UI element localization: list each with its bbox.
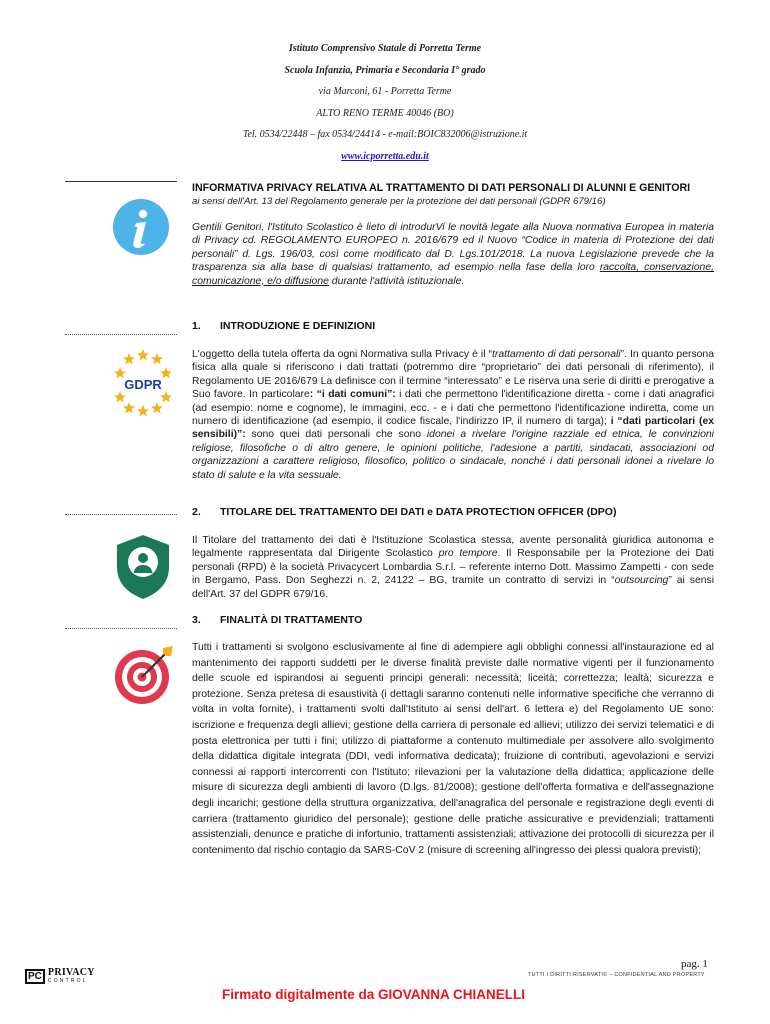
logo-text-privacy: PRIVACY: [47, 967, 95, 978]
target-icon: [113, 644, 175, 706]
section-text: L'oggetto della tutela offerta da ogni Normativa sulla Privacy è il “: [192, 349, 493, 360]
divider-line: [65, 334, 177, 335]
section-text-italic: idonei a rivelare l'origine razziale ed etnica, le convinzioni religiose, filosofiche o di altro genere, le opinioni politiche, l'adesione a partiti, sindacati, associazioni od organizzazioni a carattere religioso, filosofico, politico o sindacale, nonché i dati personali idonei a rivelare lo stato di salute e la vita sessuale.: [192, 429, 714, 481]
page-number: pag. 1: [681, 958, 708, 970]
section-text-italic: trattamento di dati personali: [492, 349, 621, 360]
gdpr-icon: [113, 347, 173, 417]
section-3-paragraph: Tutti i trattamenti si svolgono esclusivamente al fine di adempiere agli obblighi connessi all'instaurazione ed al mantenimento dei rapporti suddetti per le diverse finalità previste dalle normative vigenti per il funzionamento delle scuole ed ispirandosi ai seguenti principi generali: necessità; liceità; correttezza; lealtà; sicurezza e protezione. Senza pretesa di esaustività (i dettagli saranno contenuti nelle informative specifiche che verranno di volta in volta fornite), i trattamenti svolti dall'Istituto ai sensi dell'art. 6 lettera e) del Regolamento UE sono: iscrizione e frequenza degli allievi; gestione della carriera di personale ed allievi; utilizzo dei servizi telematici e di posta elettronica per tutti i fini; utilizzo di piattaforme a contenuto multimediale per assolvere allo svolgimento della didattica digitale integrata (DDI, vedi informativa dedicata); fruizione di contributi, agevolazioni e servizi connessi ai rapporti intercorrenti con l'Istituto; rilevazioni per la valutazione della didattica; applicazione delle misure di sicurezza degli ambienti di lavoro (D.lgs. 81/2008); gestione dell'offerta formativa e dell'assegnazione degli incarichi; gestione della struttura organizzativa, dell'anagrafica del personale e registrazione degli eventi di carriera (trattamento giuridico del personale); gestione delle pratiche assicurative e previdenziali; trattamenti assistenziali, denunce e pratiche di infortunio, trattamenti assistenziali; attivazione dei protocolli di sicurezza per il contenimento dal rischio contagio da SARS-CoV 2 (misure di screening all'ingresso dei plessi qualora previsti);: [192, 642, 714, 856]
section-text: ” ai sensi dell'Art. 37 del GDPR 679/16.: [192, 575, 714, 600]
intro-paragraph: [192, 221, 714, 288]
section-number: 1.: [192, 320, 201, 332]
document-title: INFORMATIVA PRIVACY RELATIVA AL TRATTAMENTO DI DATI PERSONALI DI ALUNNI E GENITORI: [192, 182, 691, 194]
section-number: 3.: [192, 614, 201, 626]
info-icon: [112, 198, 170, 256]
section-text: . Il Responsabile per la Protezione dei Dati personali (RPD) è la società Privacycert Lombardia S.r.l. – referente interno Dott. Massimo Zampetti - con sede in Bergamo, Pass. Don Seghezzi n. 2, 24122 – BG, tramite un contratto di servizi in “: [192, 548, 714, 587]
intro-underlined-text: raccolta, conservazione, comunicazione, e/o diffusione: [192, 262, 714, 287]
section-text-bold: i “dati particolari (ex sensibili)”:: [192, 416, 715, 441]
section-2-paragraph: [192, 534, 714, 601]
intro-text-end: durante l'attività istituzionale.: [328, 275, 465, 287]
shield-user-icon: [114, 533, 172, 601]
section-text: sono quei dati personali che sono: [245, 429, 427, 441]
section-text-italic: outsourcing: [614, 575, 669, 587]
privacy-control-logo: [25, 968, 95, 985]
document-subtitle: ai sensi dell'Art. 13 del Regolamento generale per la protezione dei dati personali (GDPR 679/16): [192, 196, 606, 207]
section-2-heading: [192, 506, 616, 518]
section-text: Il Titolare del trattamento dei dati è l'Istituzione Scolastica stessa, avente personalità giuridica autonoma e legalmente rappresentata dal Dirigente Scolastico: [192, 535, 714, 560]
intro-text: Gentili Genitori, l'Istituto Scolastico è lieto di introdurVi le novità legate alla Nuova normativa Europea in materia di Privacy cd. REGOLAMENTO EUROPEO n. 2016/679 ed il Nuovo “Codice in materia di Protezione dei dati personali” d. Lgs. 196/03, così come modificato dal D. Lgs.101/2018. La nuova Legislazione prevede che la trasparenza sia alla base di qualsiasi trattamento, ad esempio nella fase della loro: [192, 222, 714, 274]
section-1-heading: [192, 320, 375, 332]
section-number: 2.: [192, 506, 201, 518]
divider-line: [65, 514, 177, 515]
section-1-paragraph: [192, 348, 714, 482]
school-address: via Marconi, 61 - Porretta Terme: [318, 86, 452, 97]
logo-mark: PC: [25, 969, 45, 984]
section-text-italic: pro tempore: [438, 548, 498, 560]
school-contacts: Tel. 0534/22448 – fax 0534/24414 - e-mail:BOIC832006@istruzione.it: [242, 129, 528, 140]
logo-text-control: CONTROL: [47, 978, 88, 984]
rights-notice: TUTTI I DIRITTI RISERVATI© – CONFIDENTIAL AND PROPERTY: [528, 972, 705, 978]
divider-line: [65, 181, 177, 182]
section-text: i dati che permettono l'identificazione diretta - come i dati anagrafici (ad esempio: nome e cognome), le immagini, ecc. - e i dati che permettono l'identificazione indiretta, come un numero di identificazione (ad esempio, il codice fiscale, l'indirizzo IP, il numero di targa);: [192, 389, 715, 428]
divider-line: [65, 628, 177, 629]
school-city: ALTO RENO TERME 40046 (BO): [316, 107, 454, 119]
section-title: FINALITÀ DI TRATTAMENTO: [220, 614, 363, 626]
school-levels: Scuola Infanzia, Primaria e Secondaria I° grado: [284, 64, 486, 76]
letterhead: [0, 38, 770, 167]
intro-block: [192, 181, 714, 288]
section-title: TITOLARE DEL TRATTAMENTO DEI DATI e DATA PROTECTION OFFICER (DPO): [220, 506, 617, 518]
school-website-link[interactable]: www.icporretta.edu.it: [341, 150, 429, 162]
section-text: ”. In quanto persona fisica alla quale si riferiscono i dati trattati (potremmo dire “proprietario” dei dati personali di riferimento), il Regolamento UE 2016/679 La definisce con il termine “interessato” e Le riserva una serie di diritti e prerogative a Suo favore. In particolare: [192, 349, 714, 401]
section-text-bold: : “i dati comuni”:: [309, 389, 396, 401]
section-title: INTRODUZIONE E DEFINIZIONI: [220, 320, 376, 332]
school-name: Istituto Comprensivo Statale di Porretta Terme: [288, 43, 482, 54]
section-3-heading: [192, 614, 362, 626]
gdpr-label: GDPR: [124, 377, 162, 392]
digital-signature: Firmato digitalmente da GIOVANNA CHIANELLI: [222, 987, 526, 1002]
